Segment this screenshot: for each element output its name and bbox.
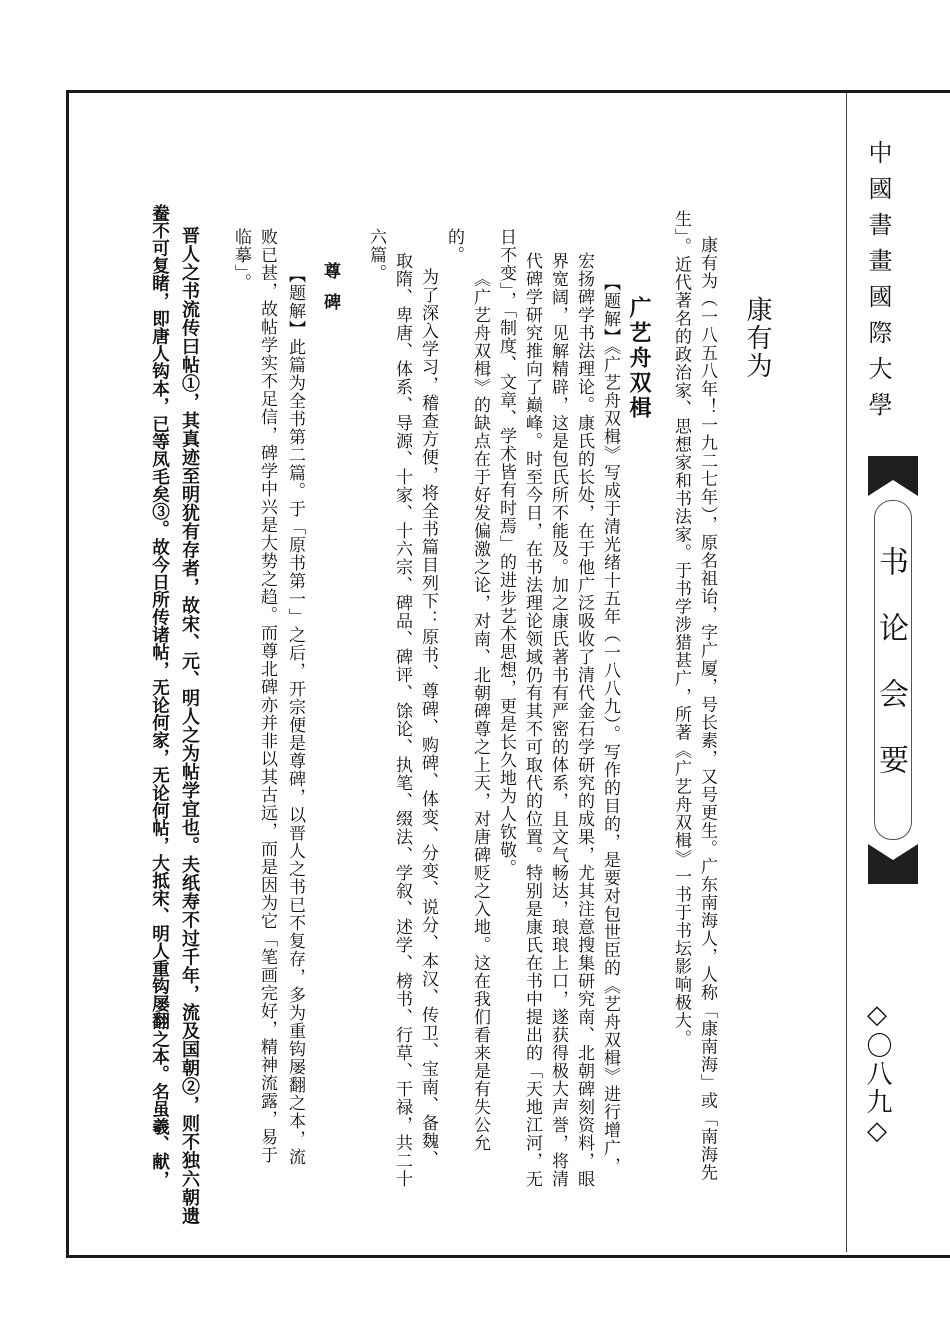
section-intro-line-1: 【题解】此篇为全书第二篇。于「原书第一」之后，开宗便是尊碑，以晋人之书已不复存，多为重钩屡翻之本，流 — [285, 266, 305, 1166]
section-intro-line-2: 败已甚，故帖学实不足信，碑学中兴是大势之趋。而尊北碑亦并非以其古远，而是因为它「笔画完好，精神流露，易于 — [257, 228, 277, 1164]
intro-line-7: 的。 — [444, 228, 464, 264]
book-title-cartouche — [868, 456, 918, 884]
cartouche-top-ornament — [868, 456, 918, 496]
intro-line-1: 【题解】《广艺舟双楫》写成于清光绪十五年（一八八九）。写作的目的，是要对包世臣的《艺舟双楫》进行增广， — [600, 274, 620, 1175]
main-text-line-2: 鲞不可复睹，即唐人钩本，已等凤毛矣③。故今日所传诸帖，无论何家，无论何帖，大抵宋、明人重钩屡翻之本。名虽羲、献， — [149, 204, 170, 1188]
intro-line-4: 代碑学研究推向了巅峰。时至今日，在书法理论领域仍有其不可取代的位置。特别是康氏在书中提出的「天地江河，无 — [522, 252, 542, 1188]
cartouche-bottom-ornament — [868, 844, 918, 884]
series-title: 中國書畫國際大學 — [864, 140, 892, 428]
main-text-line-1: 晋人之书流传曰帖①，其真迹至明犹有存者，故宋、元、明人之为帖学宜也。夫纸寿不过千年，流及国朝②，则不独六朝遗 — [179, 226, 200, 1225]
intro-line-8: 为了深入学习，稽查方便，将全书篇目列下：原书、尊碑、购碑、体变、分变、说分、本汉、传卫、宝南、备魏、 — [418, 268, 438, 1168]
book-title: 书论会要 — [873, 546, 908, 810]
bio-line-2: 生」。近代著名的政治家、思想家和书法家。于书学涉猎甚广，所著《广艺舟双楫》一书于书坛影响极大。 — [671, 210, 691, 1048]
section-title: 尊碑 — [320, 262, 340, 324]
intro-line-6: 《广艺舟双楫》的缺点在于好发偏激之论，对南、北朝碑尊之上天，对唐碑贬之入地。这在我们看来是有失公允 — [470, 270, 490, 1152]
intro-line-2: 宏扬碑学书法理论。康氏的长处，在于他广泛吸收了清代金石学研究的成果，尤其注意搜集研究南、北朝碑刻资料，眼 — [574, 252, 594, 1188]
intro-line-3: 界宽阔，见解精辟，这是包氏所不能及。加之康氏著书有严密的体系，且文气畅达，琅琅上口，遂获得极大声誉，将清 — [548, 252, 568, 1188]
section-intro-line-3: 临摹」。 — [231, 228, 251, 292]
work-title: 广艺舟双楫 — [626, 296, 652, 421]
margin-rule — [846, 93, 847, 1252]
intro-line-5: 日不变」，「制度、文章、学术皆有时焉」的进步艺术思想，更是长久地为人钦敬。 — [496, 228, 516, 877]
author-heading: 康有为 — [742, 296, 772, 380]
intro-line-10: 六篇。 — [366, 228, 386, 282]
bio-line-1: 康有为（一八五八年！一九二七年），原名祖诒，字广厦，号长素，又号更生。广东南海人，人称「康南海」或「南海先 — [697, 236, 717, 1182]
page-number: ◇〇八九◇ — [862, 1000, 892, 1148]
intro-line-9: 取隋、卑唐、体系、导源、十家、十六宗、碑品、碑评、馀论、执笔、缀法、学叙、述学、榜书、行草、干禄，共二十 — [392, 252, 412, 1188]
